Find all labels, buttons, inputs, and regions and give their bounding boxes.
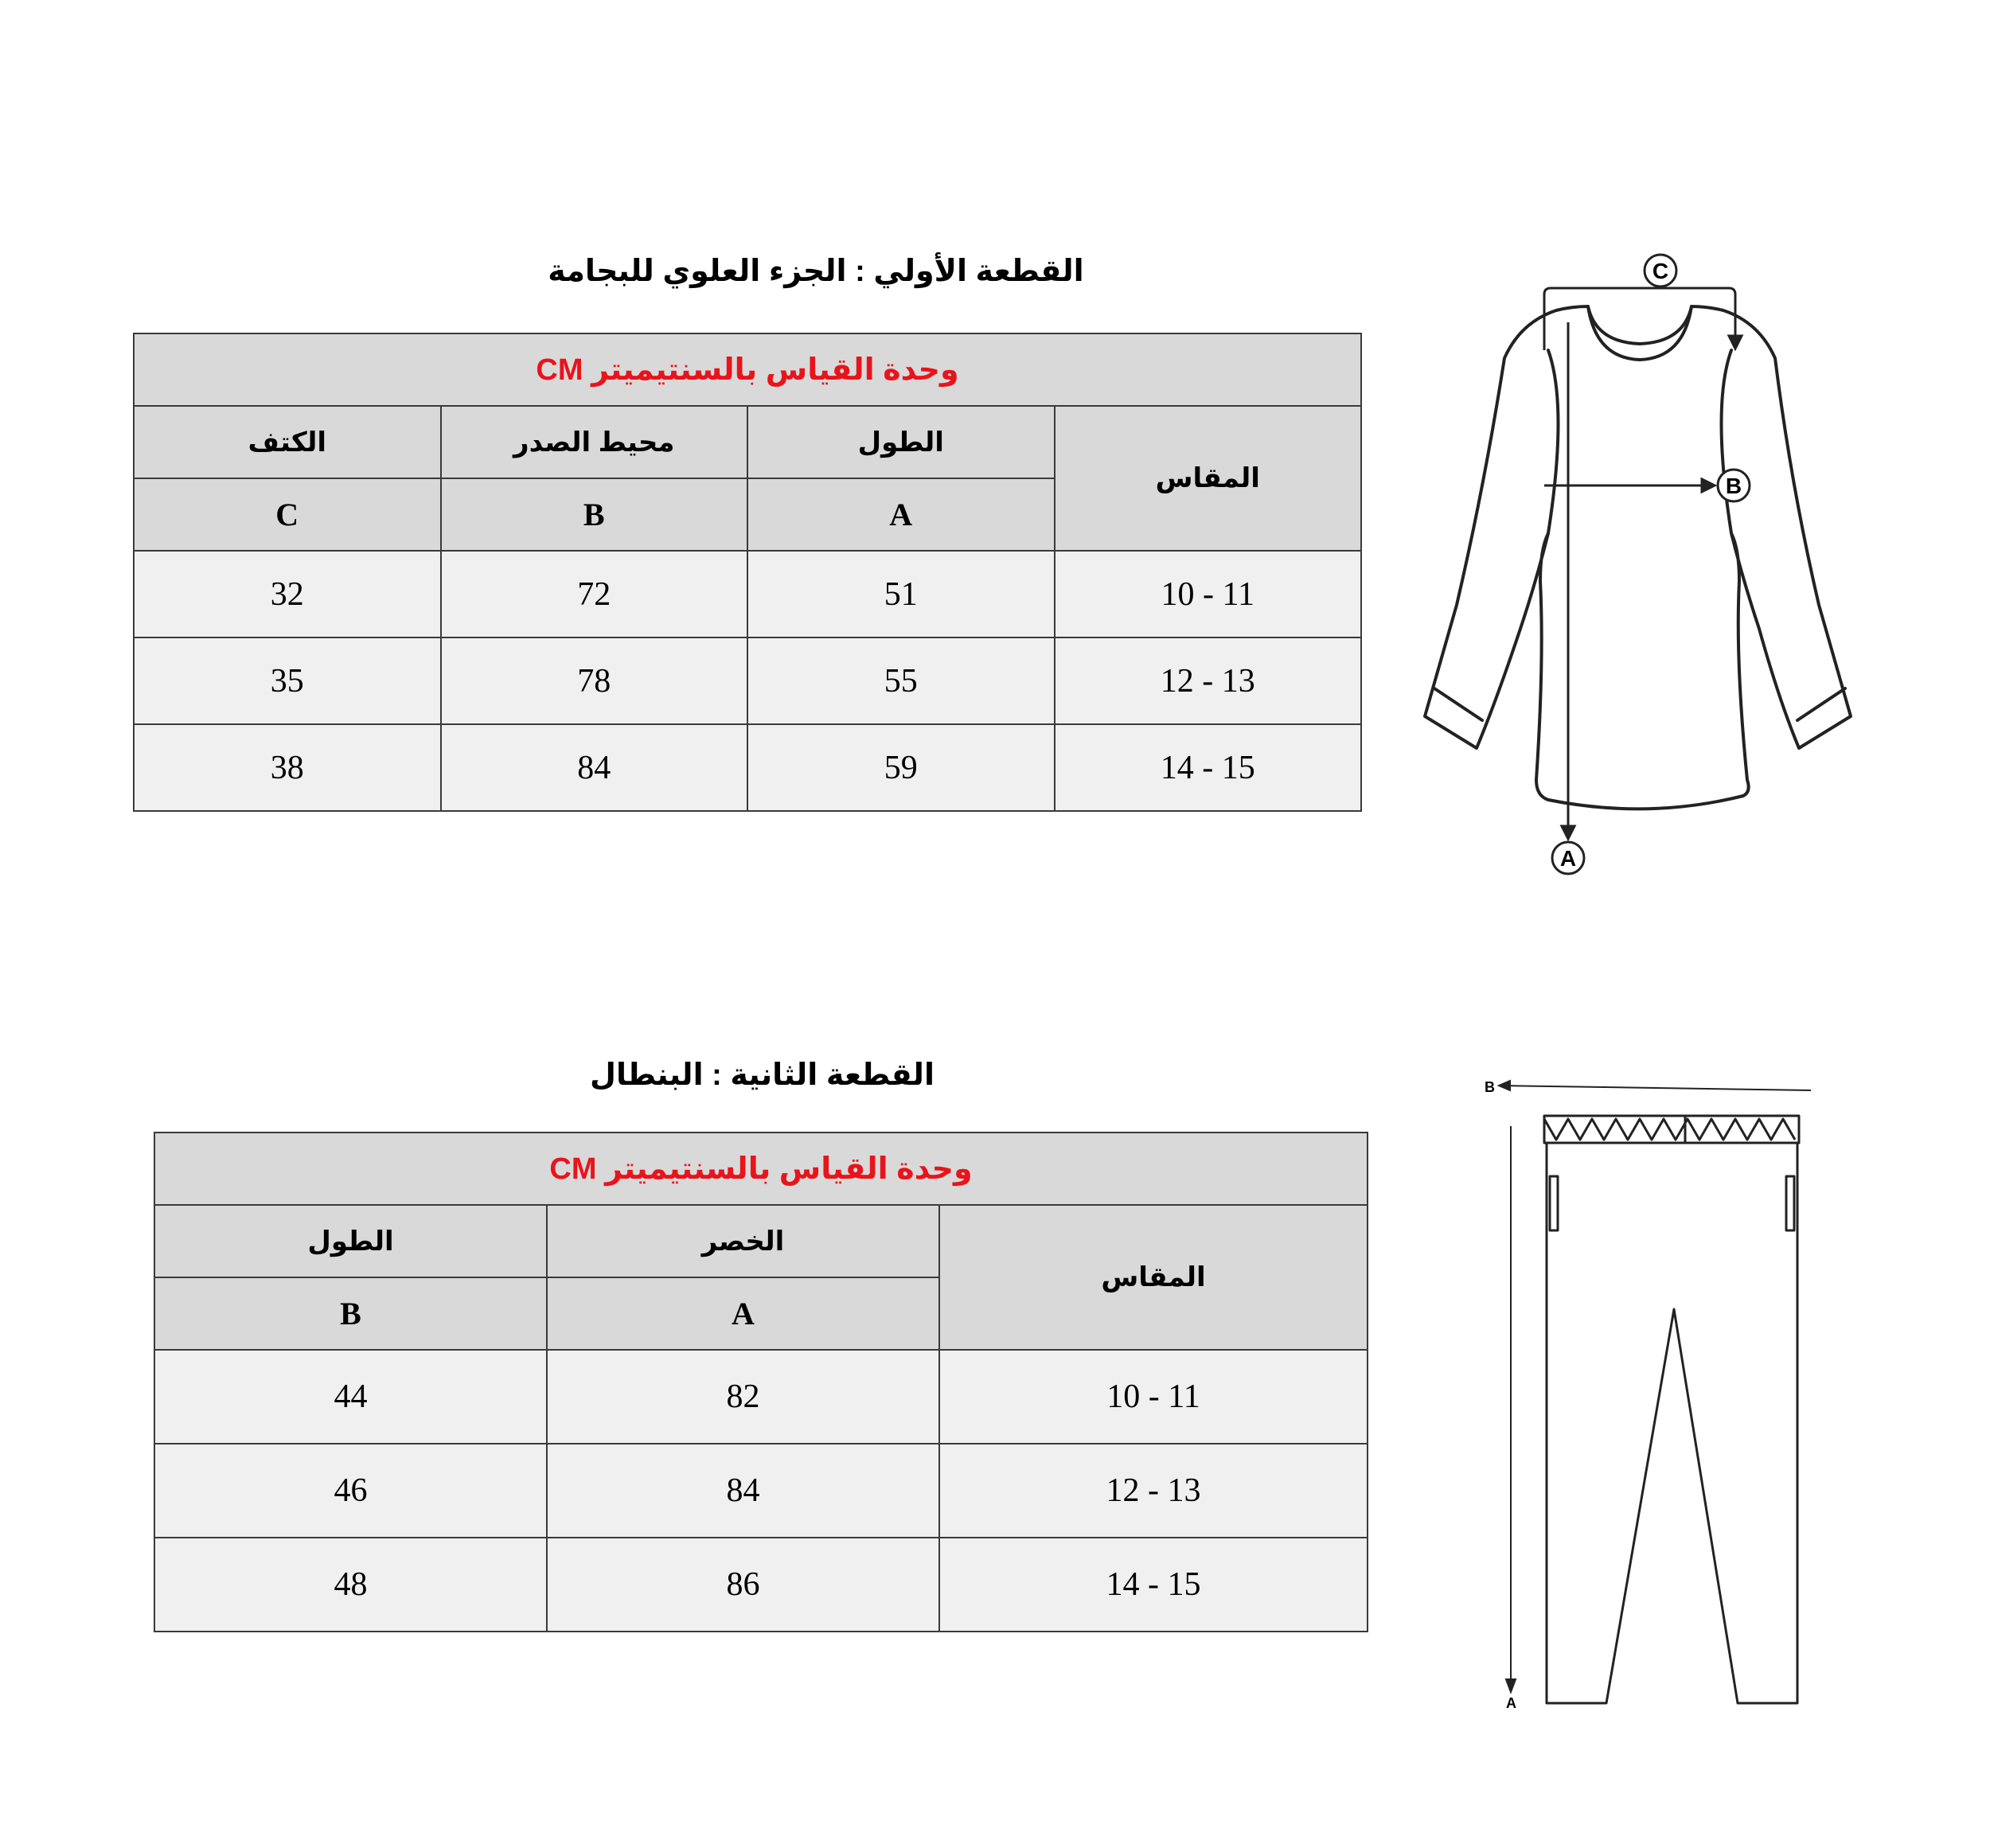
pants-size-header: المقاس: [939, 1205, 1368, 1350]
top-unit-label: وحدة القياس بالسنتيميتر CM: [134, 333, 1361, 406]
shirt-c-arrow: [1544, 288, 1735, 350]
top-unit-row: [134, 333, 1361, 406]
length-letter: A: [747, 478, 1055, 551]
shoulder-cell: 32: [134, 551, 441, 637]
bottom-unit-label: وحدة القياس بالسنتيميتر CM: [154, 1133, 1368, 1205]
waist-letter: A: [547, 1277, 939, 1350]
waist-header: الخصر: [547, 1205, 939, 1277]
size-cell: 12 - 13: [1055, 637, 1362, 724]
bottom-unit-row: [154, 1133, 1368, 1205]
pants-length-cell: 48: [154, 1538, 547, 1632]
size-cell: 14 - 15: [1055, 724, 1362, 811]
shoulder-header: الكتف: [134, 406, 441, 478]
shoulder-cell: 35: [134, 637, 441, 724]
shoulder-letter: C: [134, 478, 441, 551]
chest-letter: B: [441, 478, 748, 551]
shirt-diagram: [1409, 247, 1918, 883]
pants-label-a: A: [1506, 1695, 1516, 1711]
pants-length-cell: 46: [154, 1444, 547, 1538]
shirt-outline: [1425, 306, 1851, 809]
top-size-table: [133, 333, 1362, 812]
table-row: [134, 551, 1361, 637]
length-cell: 59: [747, 724, 1055, 811]
top-header-row: [134, 406, 1361, 478]
length-header: الطول: [747, 406, 1055, 478]
pants-length-letter: B: [154, 1277, 547, 1350]
waist-cell: 82: [547, 1350, 939, 1444]
pants-diagram: [1477, 1066, 1827, 1719]
size-cell: 10 - 11: [939, 1350, 1368, 1444]
chest-cell: 72: [441, 551, 748, 637]
table-row: [154, 1444, 1368, 1538]
shoulder-cell: 38: [134, 724, 441, 811]
pants-right-pocket: [1786, 1176, 1794, 1230]
table-row: [154, 1350, 1368, 1444]
size-header: المقاس: [1055, 406, 1362, 551]
length-cell: 51: [747, 551, 1055, 637]
length-cell: 55: [747, 637, 1055, 724]
top-section-title: القطعة الأولي : الجزء العلوي للبجامة: [548, 255, 1084, 288]
chest-cell: 84: [441, 724, 748, 811]
shirt-right-cuff: [1797, 688, 1845, 720]
size-cell: 12 - 13: [939, 1444, 1368, 1538]
shirt-left-cuff: [1434, 688, 1482, 720]
bottom-section-title: القطعة الثانية : البنطال: [590, 1059, 935, 1092]
shirt-label-a: A: [1559, 846, 1577, 871]
chest-header: محيط الصدر: [441, 406, 748, 478]
chest-cell: 78: [441, 637, 748, 724]
table-row: [134, 637, 1361, 724]
bottom-header-row: [154, 1205, 1368, 1277]
table-row: [134, 724, 1361, 811]
pants-label-b: B: [1485, 1079, 1495, 1095]
pants-b-arrow: [1499, 1086, 1811, 1090]
size-cell: 14 - 15: [939, 1538, 1368, 1632]
bottom-size-table: [154, 1132, 1368, 1632]
pants-length-header: الطول: [154, 1205, 547, 1277]
shirt-label-c: C: [1652, 259, 1669, 283]
pants-outline: [1547, 1143, 1797, 1703]
shirt-label-b: B: [1725, 474, 1742, 498]
table-row: [154, 1538, 1368, 1632]
pants-left-pocket: [1550, 1176, 1558, 1230]
waist-cell: 86: [547, 1538, 939, 1632]
pants-length-cell: 44: [154, 1350, 547, 1444]
waist-cell: 84: [547, 1444, 939, 1538]
size-cell: 10 - 11: [1055, 551, 1362, 637]
